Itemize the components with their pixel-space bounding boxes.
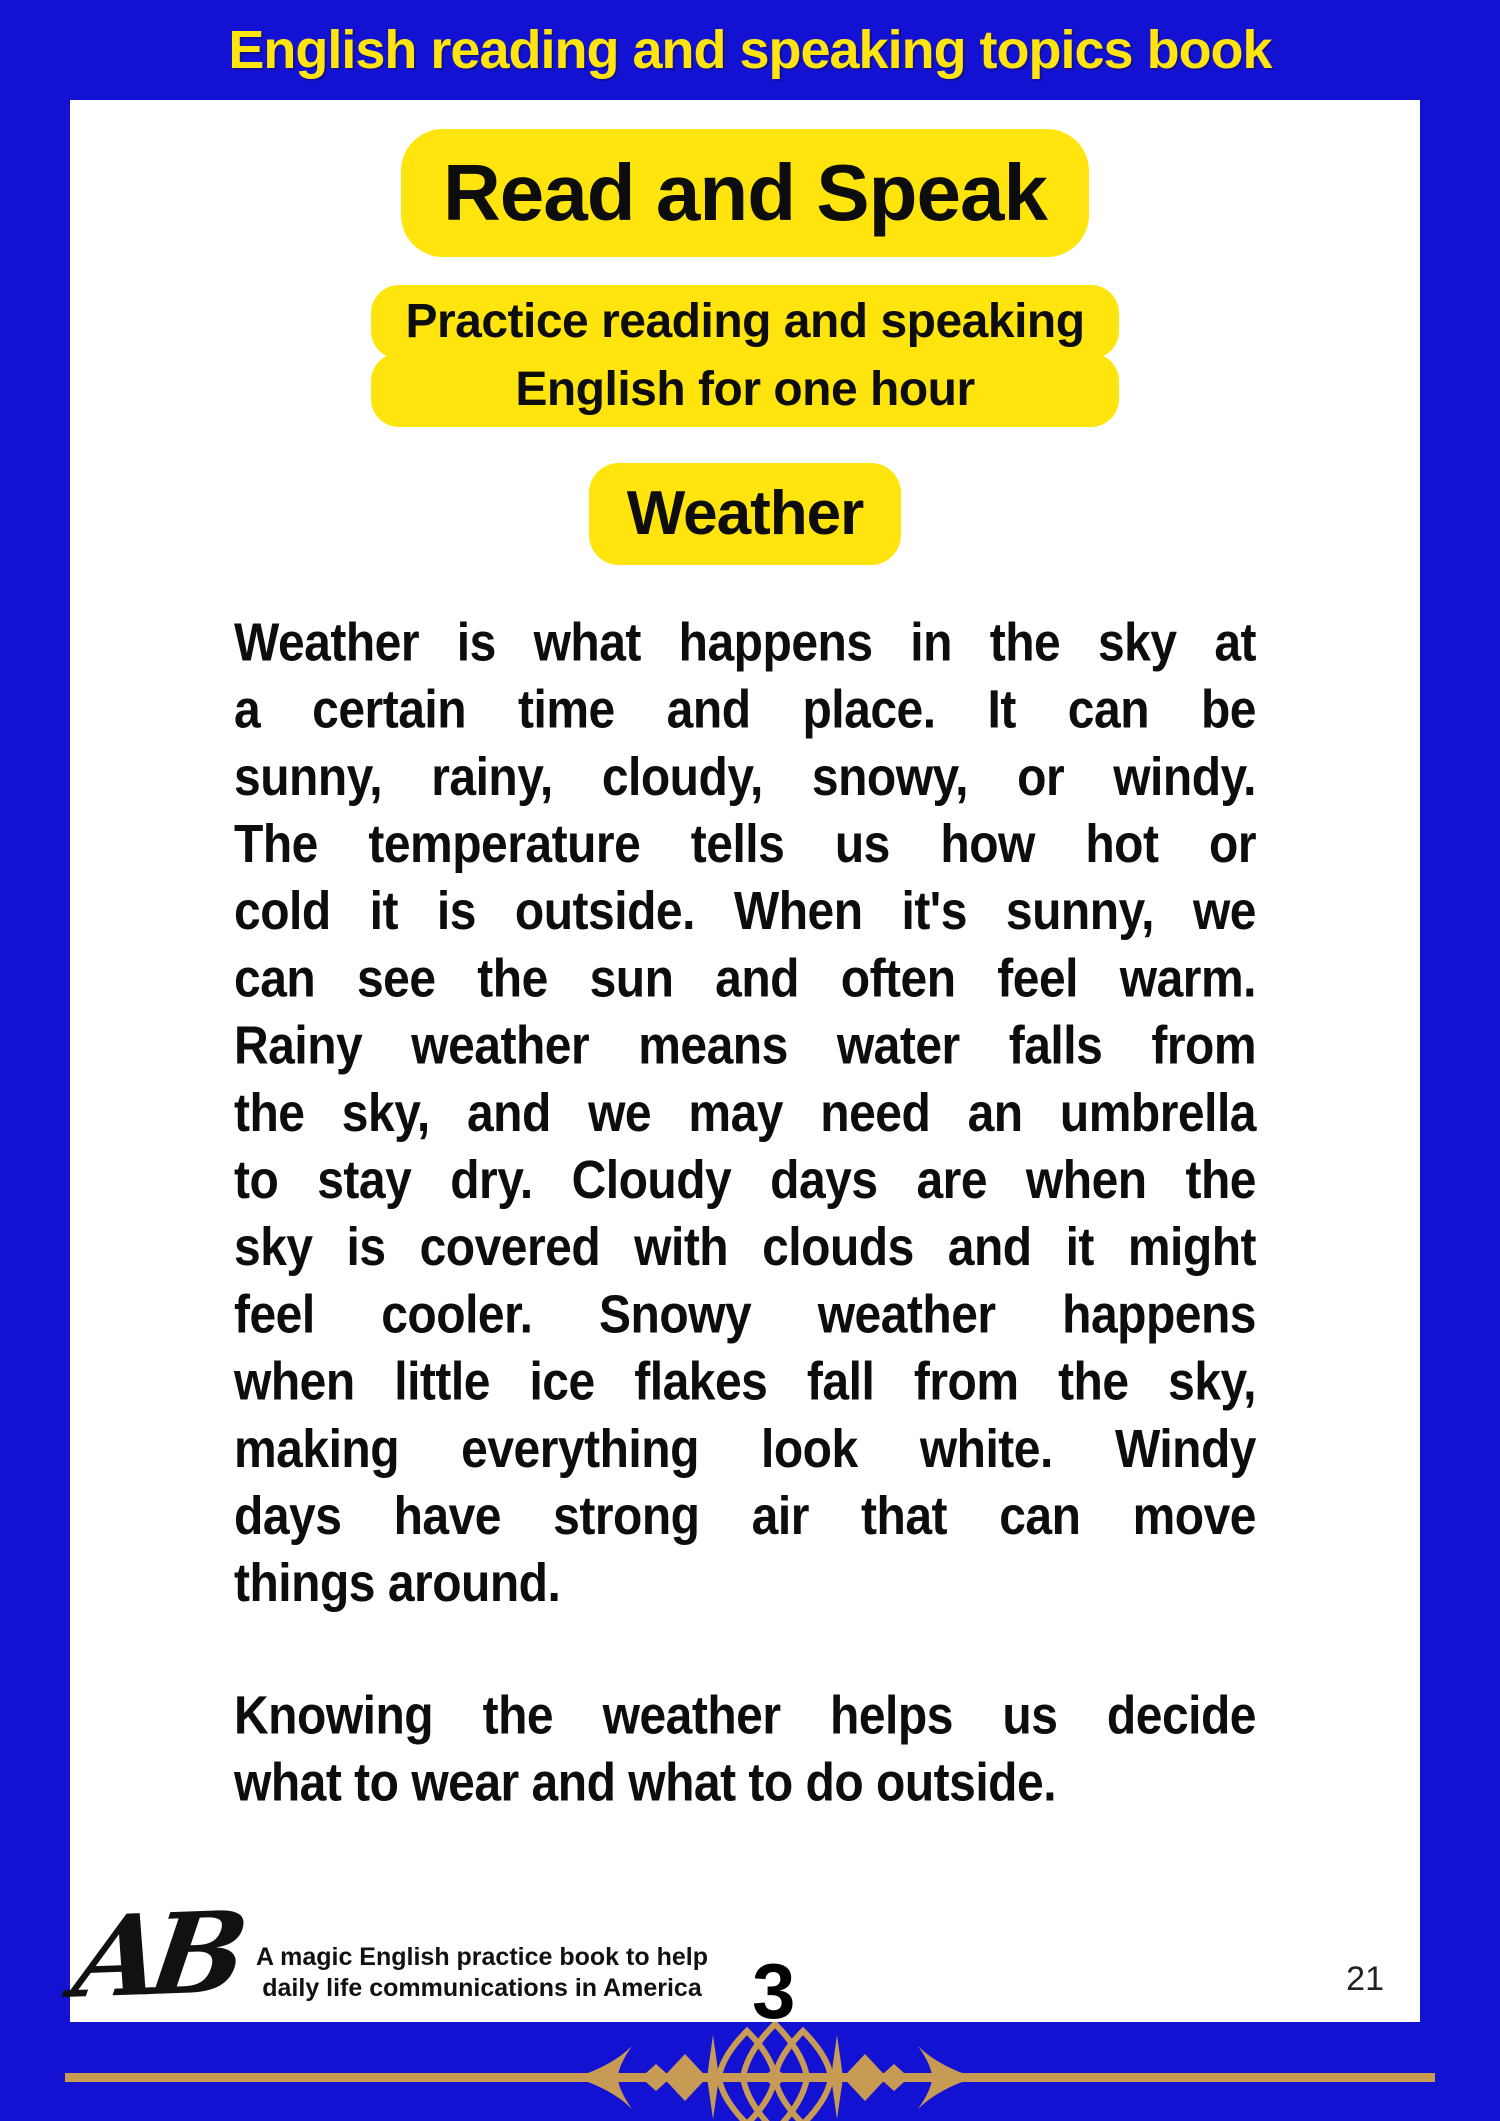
text-line: a certain time and place. It can be [234,680,1256,740]
page [66,100,1420,2035]
page-number: 21 [1346,1960,1384,1998]
book-title: English reading and speaking topics book [228,20,1272,80]
text-line: the sky, and we may need an umbrella [234,1083,1256,1144]
text-line: cold it is outside. When it's sunny, we [234,882,1256,942]
subtitle-badge [371,285,1118,427]
read-and-speak-badge: Read and Speak [401,129,1089,257]
topic-badge: Weather [589,463,902,565]
text-line: days have strong air that can move [234,1486,1256,1547]
book-number: 3 [752,1947,796,2035]
subtitle-line-1: Practice reading and speaking [371,285,1118,359]
reading-passage [234,610,1256,1817]
text-line: The temperature tells us how hot or [234,814,1256,875]
subtitle-line-2: English for one hour [371,353,1118,427]
ornament-divider-icon [0,2022,1500,2121]
ab-brand-logo: AB [66,1887,244,2024]
text-line: Knowing the weather helps us decide [234,1686,1256,1746]
tagline-line-2: daily life communications in America [262,1974,702,2002]
bottom-strip [0,2022,1500,2121]
text-line: what to wear and what to do outside. [234,1753,1057,1813]
text-line: things around. [234,1554,561,1614]
passage-paragraph-2 [234,1683,1256,1817]
text-line: Weather is what happens in the sky at [234,613,1256,673]
text-line: sky is covered with clouds and it might [234,1218,1256,1278]
text-line: can see the sun and often feel warm. [234,949,1256,1009]
text-line: making everything look white. Windy [234,1419,1256,1480]
text-line: sunny, rainy, cloudy, snowy, or windy. [234,747,1256,808]
header-strip [0,0,1500,100]
text-line: to stay dry. Cloudy days are when the [234,1150,1256,1211]
text-line: feel cooler. Snowy weather happens [234,1285,1256,1345]
text-line: when little ice flakes fall from the sky, [234,1352,1256,1412]
text-line: Rainy weather means water falls from [234,1016,1256,1076]
book-tagline [247,1942,717,2004]
tagline-line-1: A magic English practice book to help [256,1943,708,1971]
passage-paragraph-1 [234,610,1256,1618]
